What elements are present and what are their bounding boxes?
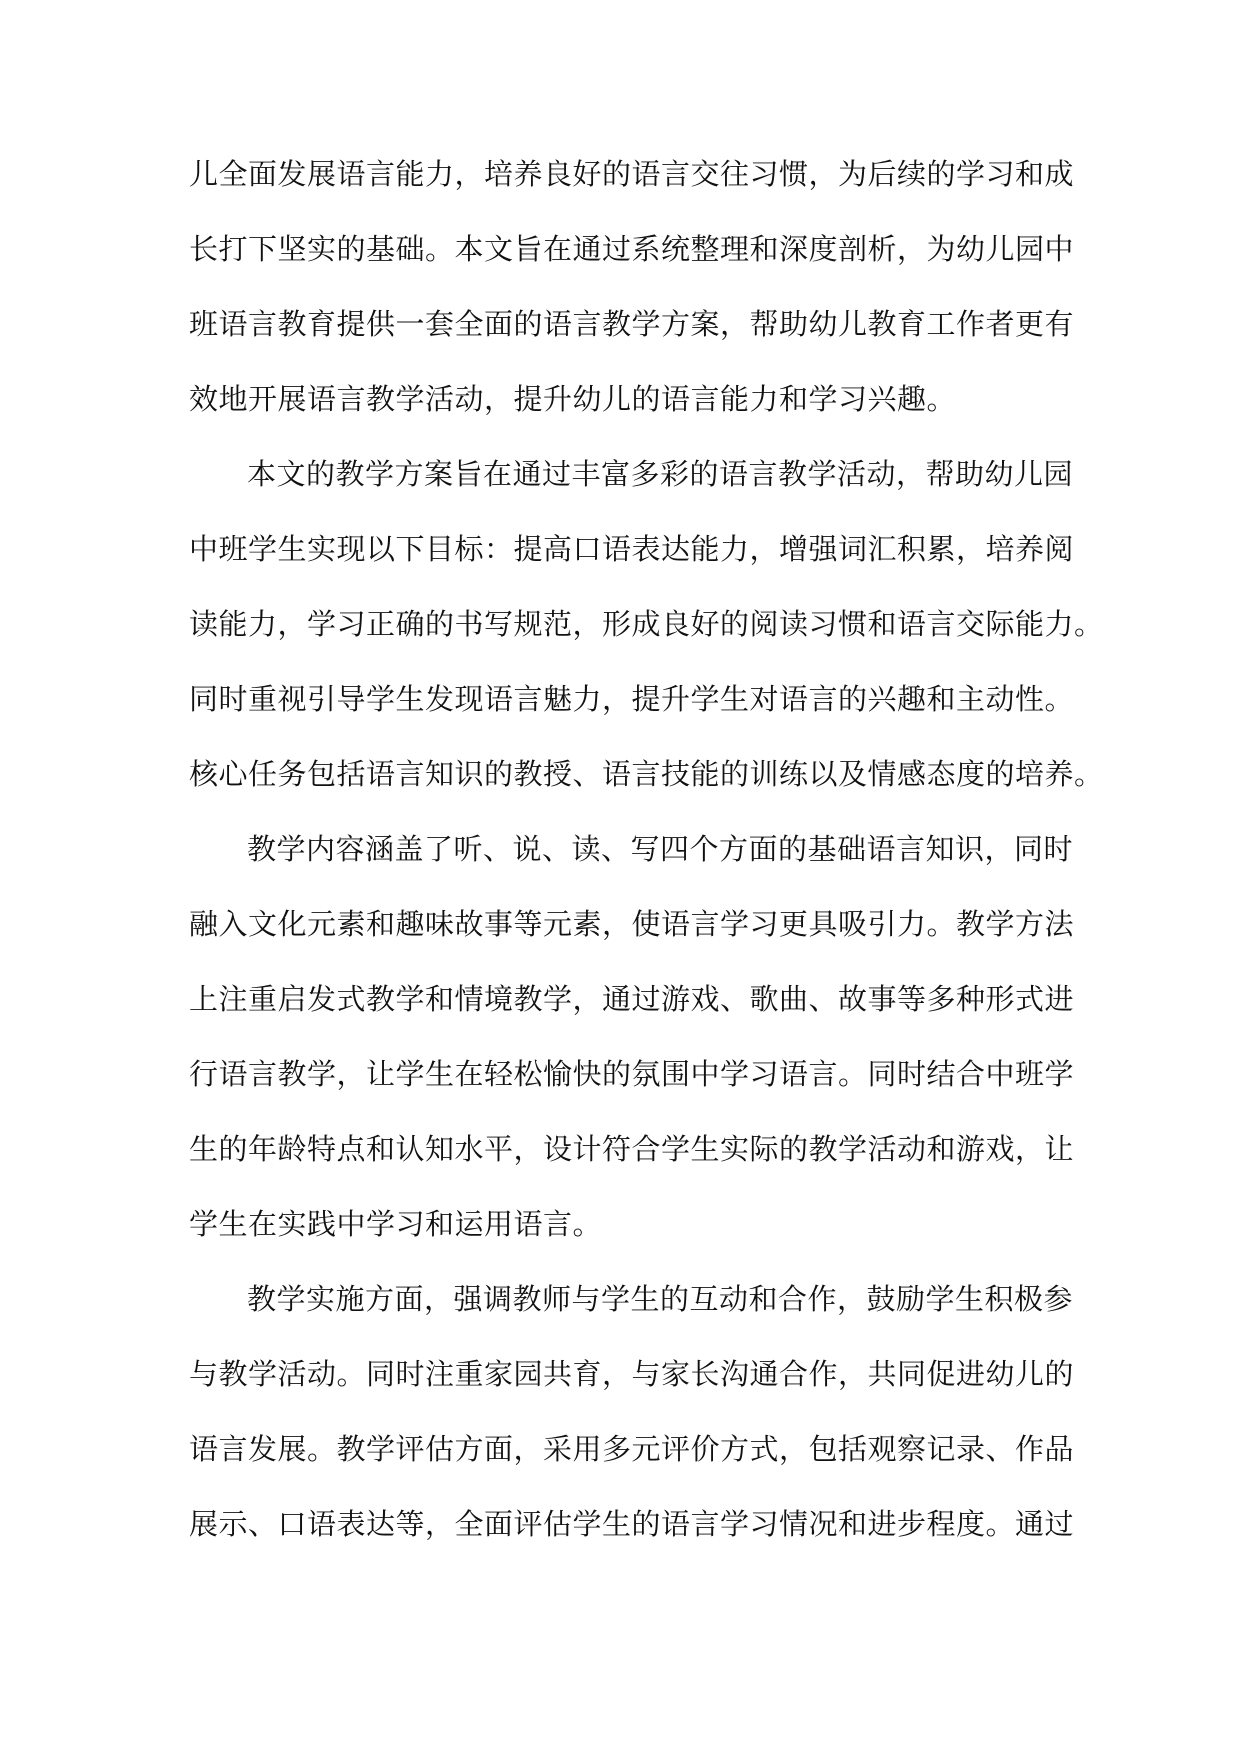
paragraph-4 [189, 1270, 1075, 1570]
text-line: 行语言教学，让学生在轻松愉快的氛围中学习语言。同时结合中班学 [189, 1057, 1075, 1091]
text-line: 教学内容涵盖了听、说、读、写四个方面的基础语言知识，同时 [247, 832, 1074, 866]
paragraph-2 [189, 445, 1104, 820]
paragraph-3 [189, 820, 1075, 1270]
text-line: 核心任务包括语言知识的教授、语言技能的训练以及情感态度的培养。 [189, 757, 1104, 791]
text-line: 融入文化元素和趣味故事等元素，使语言学习更具吸引力。教学方法 [189, 907, 1075, 941]
text-line: 上注重启发式教学和情境教学，通过游戏、歌曲、故事等多种形式进 [189, 982, 1075, 1016]
document-body [189, 145, 1104, 1570]
paragraph-1 [189, 145, 1075, 445]
text-line: 长打下坚实的基础。本文旨在通过系统整理和深度剖析，为幼儿园中 [189, 232, 1075, 266]
text-line: 读能力，学习正确的书写规范，形成良好的阅读习惯和语言交际能力。 [189, 607, 1104, 641]
text-line: 与教学活动。同时注重家园共育，与家长沟通合作，共同促进幼儿的 [189, 1357, 1075, 1391]
text-line: 教学实施方面，强调教师与学生的互动和合作，鼓励学生积极参 [247, 1282, 1074, 1316]
text-line: 语言发展。教学评估方面，采用多元评价方式，包括观察记录、作品 [189, 1432, 1075, 1466]
text-line: 学生在实践中学习和运用语言。 [189, 1207, 603, 1241]
text-line: 同时重视引导学生发现语言魅力，提升学生对语言的兴趣和主动性。 [189, 682, 1075, 716]
text-line: 展示、口语表达等，全面评估学生的语言学习情况和进步程度。通过 [189, 1507, 1075, 1541]
text-line: 儿全面发展语言能力，培养良好的语言交往习惯，为后续的学习和成 [189, 157, 1075, 191]
text-line: 效地开展语言教学活动，提升幼儿的语言能力和学习兴趣。 [189, 382, 957, 416]
text-line: 本文的教学方案旨在通过丰富多彩的语言教学活动，帮助幼儿园 [247, 457, 1074, 491]
text-line: 生的年龄特点和认知水平，设计符合学生实际的教学活动和游戏，让 [189, 1132, 1075, 1166]
text-line: 中班学生实现以下目标：提高口语表达能力，增强词汇积累，培养阅 [189, 532, 1075, 566]
text-line: 班语言教育提供一套全面的语言教学方案，帮助幼儿教育工作者更有 [189, 307, 1075, 341]
